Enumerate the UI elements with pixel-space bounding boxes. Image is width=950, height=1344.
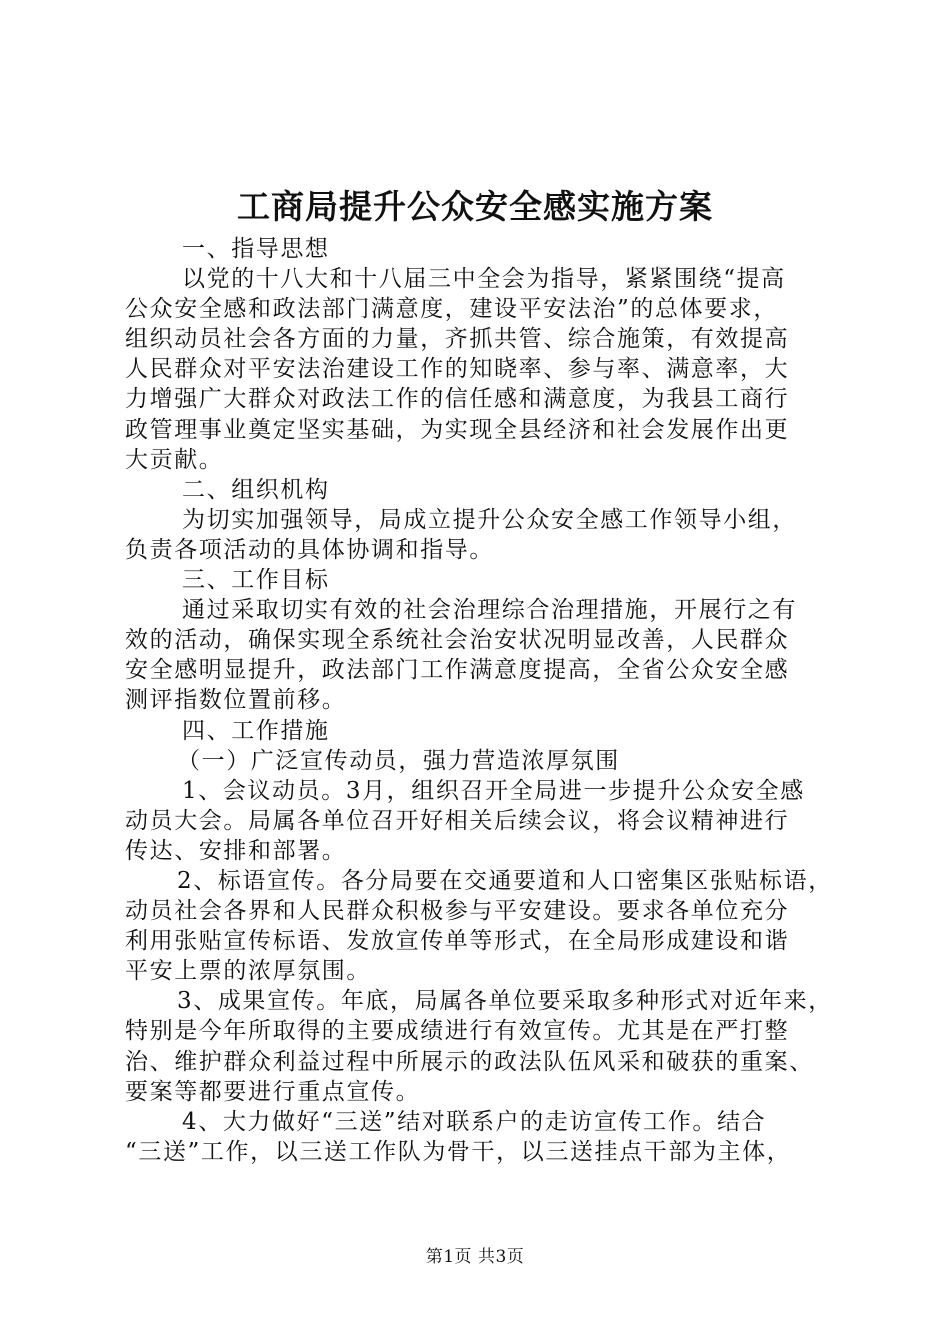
paragraph-line: 动员大会。局属各单位召开好相关后续会议，将会议精神进行 xyxy=(125,807,790,834)
paragraph-line: 1、会议动员。3月，组织召开全局进一步提升公众安全感 xyxy=(182,777,805,804)
page-number: 第1页 共3页 xyxy=(425,1247,525,1267)
paragraph-line: 负责各项活动的具体协调和指导。 xyxy=(125,536,494,563)
paragraph-line: 2、标语宣传。各分局要在交通要道和人口密集区张贴标语， xyxy=(177,867,833,894)
paragraph-line: 通过采取切实有效的社会治理综合治理措施，开展行之有 xyxy=(182,597,797,624)
paragraph-line: 力增强广大群众对政法工作的信任感和满意度，为我县工商行 xyxy=(125,386,790,413)
paragraph-line: 公众安全感和政法部门满意度，建设平安法治”的总体要求， xyxy=(125,296,778,323)
section-heading: 二、组织机构 xyxy=(182,476,330,503)
paragraph-line: 安全感明显提升，政法部门工作满意度提高，全省公众安全感 xyxy=(125,657,790,684)
section-heading: 一、指导思想 xyxy=(182,236,330,262)
paragraph-line: 平安上票的浓厚氛围。 xyxy=(125,958,371,985)
document-body xyxy=(125,234,833,1167)
paragraph-line: 动员社会各界和人民群众积极参与平安建设。要求各单位充分 xyxy=(125,898,790,925)
paragraph-line: 治、维护群众利益过程中所展示的政法队伍风采和破获的重案、 xyxy=(125,1048,814,1075)
paragraph-line: 4、大力做好“三送”结对联系户的走访宣传工作。结合 xyxy=(182,1108,767,1135)
paragraph-line: 要案等都要进行重点宣传。 xyxy=(125,1078,421,1105)
paragraph-line: 测评指数位置前移。 xyxy=(125,687,347,714)
paragraph-line: 利用张贴宣传标语、发放宣传单等形式，在全局形成建设和谐 xyxy=(125,928,790,955)
paragraph-line: 为切实加强领导，局成立提升公众安全感工作领导小组， xyxy=(182,506,797,533)
paragraph-line: 以党的十八大和十八届三中全会为指导，紧紧围绕“提高 xyxy=(182,266,786,293)
paragraph-line: 政管理事业奠定坚实基础，为实现全县经济和社会发展作出更 xyxy=(125,416,790,443)
paragraph-line: “三送”工作，以三送工作队为骨干，以三送挂点干部为主体， xyxy=(125,1138,792,1165)
section-heading: 四、工作措施 xyxy=(182,717,330,744)
paragraph-line: 特别是今年所取得的主要成绩进行有效宣传。尤其是在严打整 xyxy=(125,1018,790,1045)
paragraph-line: 大贡献。 xyxy=(125,446,224,473)
subsection-heading: （一）广泛宣传动员，强力营造浓厚氛围 xyxy=(177,747,620,774)
paragraph-line: 效的活动，确保实现全系统社会治安状况明显改善，人民群众 xyxy=(125,627,790,654)
paragraph-line: 传达、安排和部署。 xyxy=(125,837,347,864)
paragraph-line: 人民群众对平安法治建设工作的知晓率、参与率、满意率，大 xyxy=(125,356,790,383)
paragraph-line: 组织动员社会各方面的力量，齐抓共管、综合施策，有效提高 xyxy=(125,326,790,353)
paragraph-line: 3、成果宣传。年底，局属各单位要采取多种形式对近年来， xyxy=(177,988,833,1015)
section-heading: 三、工作目标 xyxy=(182,567,330,594)
document-title: 工商局提升公众安全感实施方案 xyxy=(237,187,713,226)
